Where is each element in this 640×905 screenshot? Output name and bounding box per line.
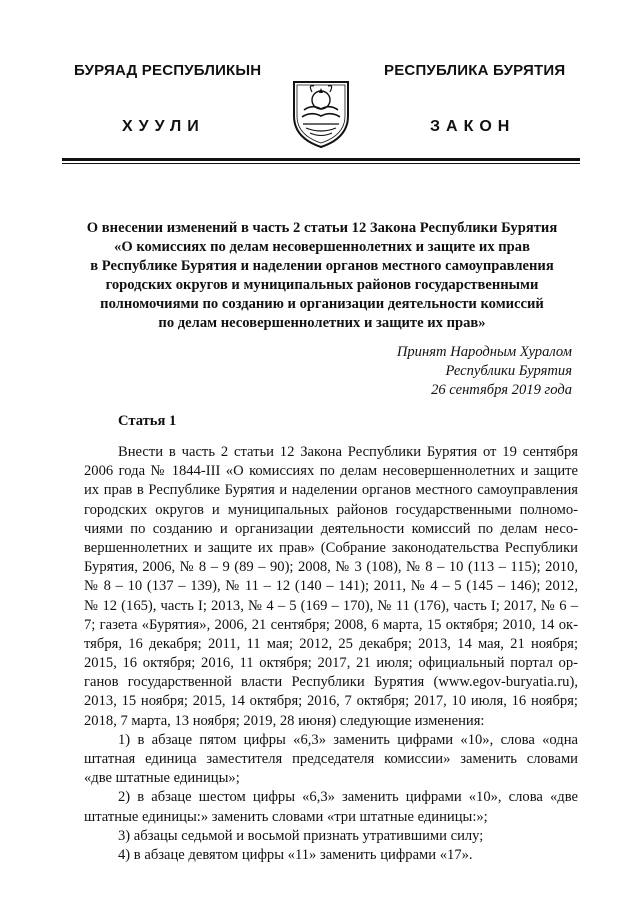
law-title-line: по делам несовершеннолетних и защите их прав»: [158, 315, 486, 331]
adoption-line: Республики Бурятия: [445, 363, 572, 379]
adoption-date: 26 сентября 2019 года: [431, 382, 572, 398]
header-left-subtitle: ХУУЛИ: [122, 118, 205, 135]
paragraph-line: 2013, 15 ноября; 2015, 14 октября; 2016, 7 октября; 2017, 10 июля, 16 ноября;: [84, 693, 578, 710]
article-heading: Статья 1: [118, 413, 177, 429]
paragraph-line: 7; газета «Бурятия», 2006, 21 сентября; 2008, 6 марта, 15 октября; 2010, 14 ок-: [84, 616, 578, 633]
paragraph-first-line: 1) в абзаце пятом цифры «6,3» заменить цифрами «10», слова «одна: [118, 731, 578, 748]
header-left-title: БУРЯАД РЕСПУБЛИКЫН: [74, 62, 262, 79]
header-divider-thin: [62, 163, 580, 164]
paragraph-line: Бурятия, 2006, № 8 – 9 (89 – 90); 2008, № 3 (108), № 8 – 10 (113 – 115); 2010,: [84, 559, 578, 576]
paragraph-first-line: Внести в часть 2 статьи 12 Закона Республики Бурятия от 19 сентября: [118, 444, 578, 460]
paragraph-line: городских округов и муниципальных районов государственными полномо-: [84, 501, 578, 518]
header-divider-thick: [62, 158, 580, 161]
paragraph-line: 2018, 7 марта, 13 ноября; 2019, 28 июня) следующие изменения:: [84, 712, 485, 729]
law-title: [68, 219, 576, 333]
paragraph-line: штатная единица заместителя председателя комиссии» заменить словами: [84, 751, 578, 767]
law-title-line: О внесении изменений в часть 2 статьи 12 Закона Республики Бурятия: [86, 220, 558, 236]
law-title-line: «О комиссиях по делам несовершеннолетних и защите их прав: [114, 239, 530, 255]
paragraph-line: их прав в Республике Бурятия и наделении органов местного самоуправления: [84, 482, 578, 499]
paragraph-first-line: 3) абзацы седьмой и восьмой признать утратившими силу;: [118, 827, 484, 844]
paragraph-line: 2015, 16 октября; 2016, 11 октября; 2017, 21 июля; официальный портал ор-: [84, 655, 578, 672]
paragraph-line: штатные единицы:» заменить словами «три штатные единицы:»;: [84, 808, 488, 825]
coat-of-arms-icon: [290, 76, 352, 150]
paragraph-line: № 12 (165), часть I; 2013, № 4 – 5 (169 – 170), № 11 (176), часть I; 2017, № 6 –: [84, 597, 578, 614]
paragraph-line: 2006 года № 1844-III «О комиссиях по делам несовершеннолетних и защите: [84, 463, 578, 480]
paragraph-line: тября, 16 декабря; 2011, 11 мая; 2012, 25 декабря; 2013, 14 мая, 21 ноября;: [84, 635, 578, 652]
paragraph-first-line: 2) в абзаце шестом цифры «6,3» заменить цифрами «10», слова «две: [118, 789, 578, 806]
header-right-title: РЕСПУБЛИКА БУРЯТИЯ: [384, 62, 566, 79]
law-title-line: в Республике Бурятия и наделении органов местного самоуправления: [90, 258, 554, 274]
law-title-line: полномочиями по созданию и организации деятельности комиссий: [100, 296, 544, 312]
adoption-note: [397, 343, 572, 400]
header-right-subtitle: ЗАКОН: [430, 118, 516, 135]
paragraph-line: «две штатные единицы»;: [84, 770, 240, 787]
paragraph-line: вершеннолетних и защите их прав» (Собрание законодательства Республики: [84, 539, 578, 556]
article-body: [84, 443, 578, 865]
paragraph-first-line: 4) в абзаце девятом цифры «11» заменить цифрами «17».: [118, 846, 473, 863]
law-title-line: городских округов и муниципальных районов государственными: [105, 277, 539, 293]
paragraph-line: чиями по созданию и организации деятельности комиссий по делам несо-: [84, 520, 578, 537]
adoption-line: Принят Народным Хуралом: [396, 344, 572, 360]
paragraph-line: ганов государственной власти Республики Бурятия (www.egov-buryatia.ru),: [84, 674, 578, 691]
paragraph-line: № 8 – 10 (137 – 139), № 11 – 12 (140 – 141); 2011, № 4 – 5 (145 – 146); 2012,: [84, 578, 578, 595]
